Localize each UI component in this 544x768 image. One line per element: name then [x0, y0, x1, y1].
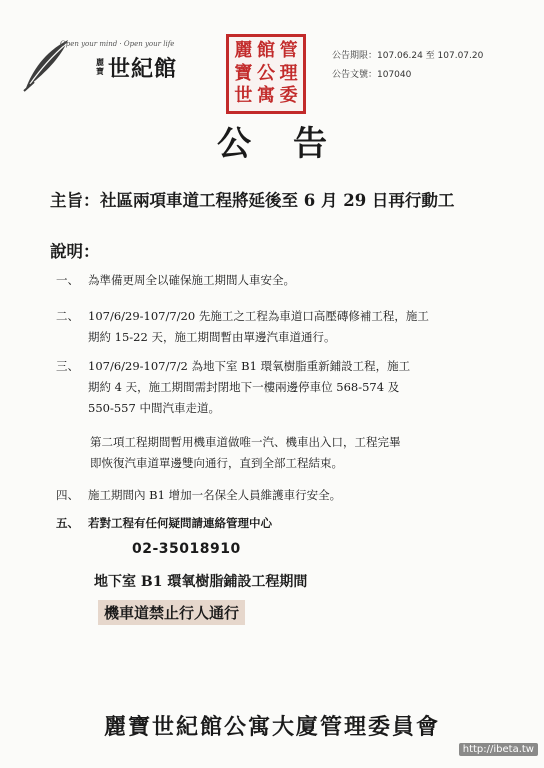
notice-doc-number: 公告文號：107040	[332, 70, 412, 80]
seal-char: 麗	[234, 40, 253, 61]
seal-char: 寶	[234, 62, 253, 84]
item-number: 一、	[56, 273, 79, 287]
seal-char: 世	[234, 85, 253, 107]
logo-tagline: Open your mind · Open your life	[60, 40, 175, 48]
item-text: 施工期間內 B1 增加一名保全人員維護車行安全。	[88, 488, 342, 502]
item-text: 為準備更周全以確保施工期間人車安全。	[88, 273, 295, 287]
seal-char: 委	[279, 85, 298, 107]
seal-char: 公	[256, 62, 275, 84]
item-text: 107/6/29-107/7/2 為地下室 B1 環氧樹脂重新鋪設工程，施工 期約 4 天，施工期間需封閉地下一樓兩邊停車位 568-574 及 550-557 中間汽車走道。	[88, 359, 411, 415]
logo-brand-main: 世紀館	[108, 56, 178, 82]
seal-char: 理	[279, 62, 298, 84]
issuer-footer: 麗寶世紀館公寓大廈管理委員會	[103, 714, 440, 740]
page-title: 公告	[217, 124, 369, 164]
logo-brand-small: 麗寶	[96, 57, 104, 76]
subject-text: 社區兩項車道工程將延後至 6 月 29 日再行動工	[100, 191, 455, 210]
item-number: 五、	[56, 516, 79, 530]
item-number: 二、	[56, 309, 79, 323]
watermark: http://ibeta.tw	[459, 743, 538, 756]
logo	[22, 36, 192, 96]
item-number: 四、	[56, 488, 79, 502]
seal-char: 管	[279, 40, 298, 61]
seal-char: 館	[256, 40, 275, 61]
subject-label: 主旨：	[50, 191, 100, 210]
explanation-label: 說明：	[50, 242, 100, 261]
seal-char: 寓	[256, 85, 275, 107]
official-seal	[226, 34, 306, 114]
item-number: 三、	[56, 359, 79, 373]
item-text: 若對工程有任何疑問請連絡管理中心	[88, 516, 272, 530]
notice-meta	[332, 48, 483, 86]
item-paragraph: 第二項工程期間暫用機車道做唯一汽、機車出入口，工程完畢 即恢復汽車道單邊雙向通行，直到全部工程結束。	[90, 435, 401, 470]
item-text: 107/6/29-107/7/20 先施工之工程為車道口高壓磚修補工程，施工 期約 15-22 天，施工期間暫由單邊汽車道通行。	[88, 309, 429, 344]
b1-notice: 地下室 B1 環氧樹脂鋪設工程期間	[94, 574, 308, 590]
subject	[50, 188, 500, 213]
restriction-notice: 機車道禁止行人通行	[98, 600, 245, 625]
notice-period: 公告期限：107.06.24 至 107.07.20	[332, 51, 484, 61]
contact-phone: 02-35018910	[132, 541, 241, 557]
